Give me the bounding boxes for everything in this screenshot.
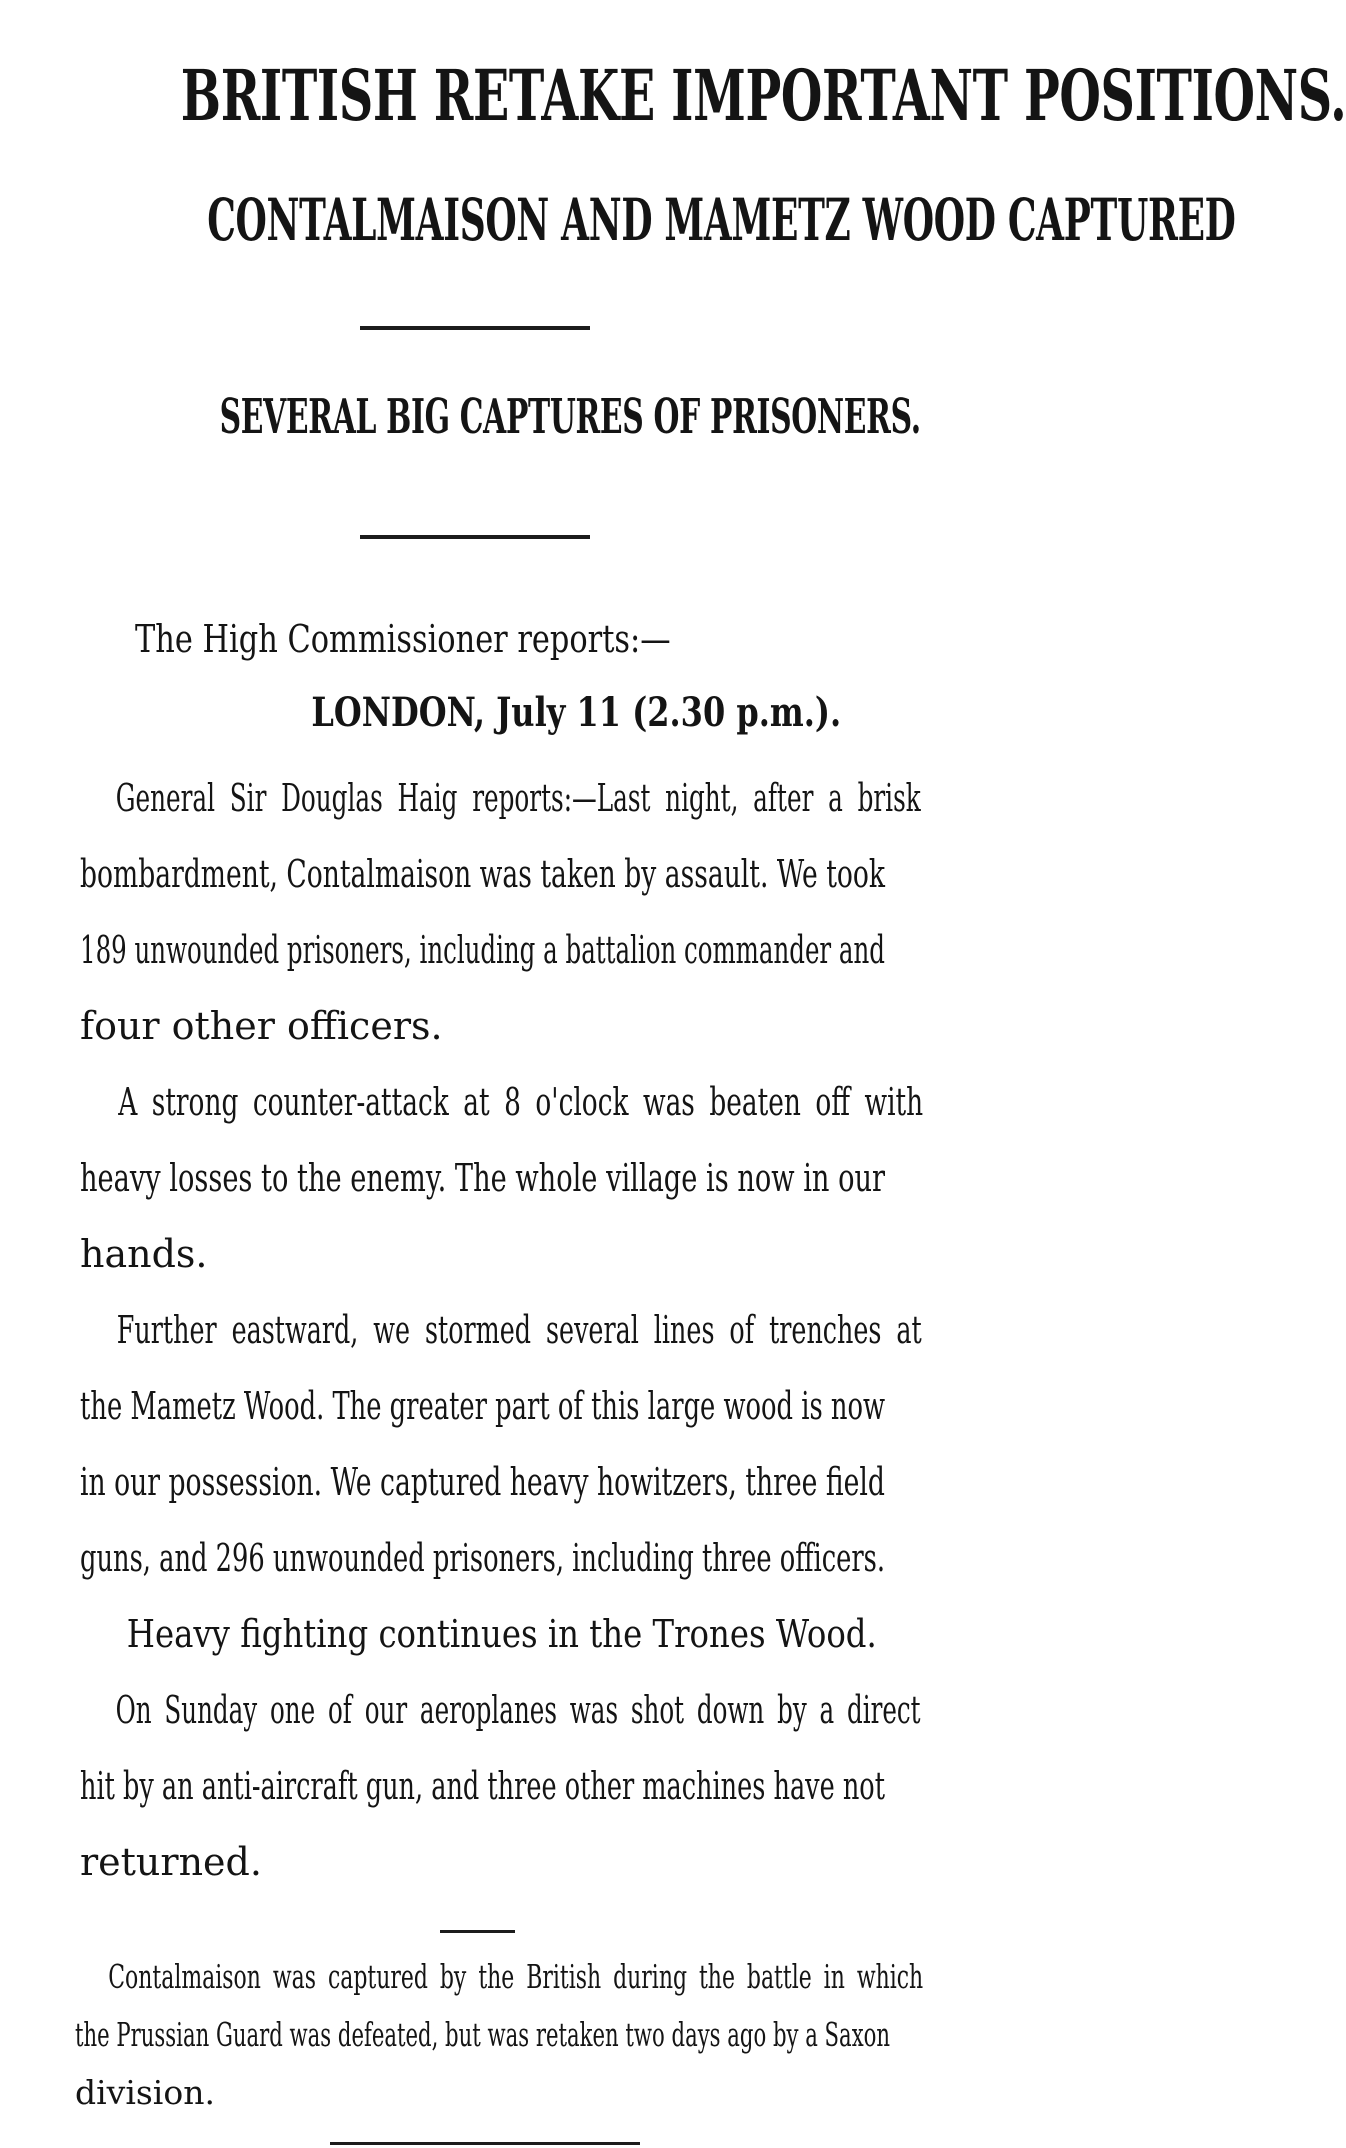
note-line: division. <box>75 2073 215 2112</box>
divider-rule-top <box>360 326 590 330</box>
paragraph-line: A strong counter-attack at 8 o'clock was beaten off with <box>118 1080 924 1124</box>
editorial-note <box>75 1948 924 2122</box>
paragraph-line: heavy losses to the enemy. The whole village is now in our <box>80 1156 886 1200</box>
paragraph-line: hands. <box>80 1232 208 1276</box>
paragraph-line: in our possession. We captured heavy howitzers, three field <box>80 1460 885 1504</box>
paragraph-aeroplanes <box>80 1672 921 1900</box>
paragraph-line: returned. <box>80 1840 262 1884</box>
deck-headline: SEVERAL BIG CAPTURES OF PRISONERS. <box>219 389 921 445</box>
note-line: Contalmaison was captured by the British during the battle in which <box>108 1957 924 1996</box>
paragraph-line: General Sir Douglas Haig reports:—Last night, after a brisk <box>115 776 921 820</box>
divider-rule-short <box>440 1930 515 1933</box>
paragraph-trones-wood <box>80 1596 885 1672</box>
paragraph-line: 189 unwounded prisoners, including a battalion commander and <box>80 928 885 972</box>
paragraph-line: On Sunday one of our aeroplanes was shot down by a direct <box>115 1688 921 1732</box>
divider-rule-bottom <box>330 2142 640 2145</box>
paragraph-line: four other officers. <box>80 1004 443 1048</box>
paragraph-line: guns, and 296 unwounded prisoners, including three officers. <box>80 1536 886 1580</box>
note-line: the Prussian Guard was defeated, but was retaken two days ago by a Saxon <box>75 2015 891 2054</box>
divider-rule-middle <box>360 535 590 539</box>
paragraph-line: the Mametz Wood. The greater part of this large wood is now <box>80 1384 886 1428</box>
paragraph-mametz-wood <box>80 1292 922 1596</box>
paragraph-line: Further eastward, we stormed several lines of trenches at <box>116 1308 922 1352</box>
paragraph-line: hit by an anti-aircraft gun, and three other machines have not <box>80 1764 885 1808</box>
sub-headline: CONTALMAISON AND MAMETZ WOOD CAPTURED <box>207 186 1236 254</box>
paragraph-counter-attack <box>80 1064 924 1292</box>
dateline: LONDON, July 11 (2.30 p.m.). <box>311 689 841 736</box>
main-headline: BRITISH RETAKE IMPORTANT POSITIONS. <box>180 54 1346 137</box>
paragraph-haig-report <box>80 760 921 1064</box>
paragraph-line: bombardment, Contalmaison was taken by assault. We took <box>80 852 885 896</box>
paragraph-line: Heavy fighting continues in the Trones Wood. <box>126 1612 877 1656</box>
intro-line: The High Commissioner reports:— <box>135 617 671 661</box>
